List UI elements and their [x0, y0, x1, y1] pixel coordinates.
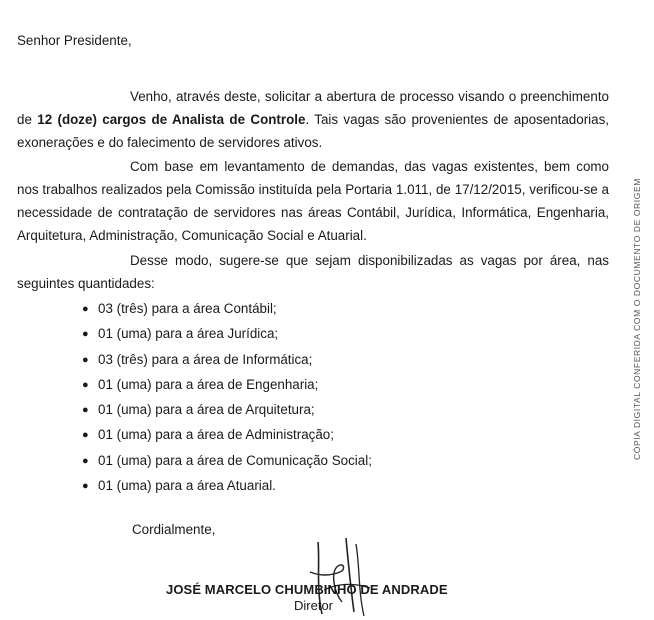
list-item-text: 01 (uma) para a área Atuarial. [98, 478, 276, 494]
paragraph-request [17, 85, 609, 154]
list-item-text: 01 (uma) para a área Jurídica; [98, 326, 279, 342]
bullet-icon: ● [82, 303, 89, 315]
bullet-icon: ● [82, 378, 89, 391]
list-item-text: 03 (três) para a área de Informática; [98, 351, 313, 367]
bullet-icon: ● [82, 328, 89, 341]
list-item-text: 01 (uma) para a área de Engenharia; [98, 376, 319, 392]
paragraph-request-text-end: . Tais vagas são provenientes de aposentadorias, exonerações e do falecimento de servidores ativos. [17, 112, 609, 150]
list-item-text: 03 (três) para a área Contábil; [98, 301, 277, 316]
bullet-icon: ● [82, 480, 89, 493]
closing: Cordialmente, [132, 522, 216, 537]
bullet-icon: ● [82, 454, 89, 467]
list-item [82, 323, 372, 348]
paragraph-proposal: Desse modo, sugere-se que sejam disponibilizadas as vagas por área, nas seguintes quantidades: [17, 253, 609, 291]
list-item [82, 374, 372, 399]
list-item [82, 475, 372, 500]
paragraph-request-text: Venho, através deste, solicitar a abertura de processo visando o preenchimento de [17, 89, 609, 127]
list-item-text: 01 (uma) para a área de Administração; [98, 427, 334, 443]
list-item [82, 349, 372, 374]
signer-role: Diretor [294, 598, 334, 613]
list-item [82, 424, 372, 449]
vacancy-list [82, 298, 372, 500]
authentication-stamp: CÓPIA DIGITAL CONFERIDA COM O DOCUMENTO DE ORIGEM [632, 178, 642, 460]
paragraph-justification: Com base em levantamento de demandas, das vagas existentes, bem como nos trabalhos realizados pela Comissão instituída pela Portaria 1.011, de 17/12/2015, verificou-se a necessidade de contratação de servidores nas áreas Contábil, Jurídica, Informática, Engenharia, Arquitetura, Administração, Comunicação Social e Atuarial. [17, 159, 609, 243]
list-item [82, 399, 372, 424]
bullet-icon: ● [82, 429, 89, 442]
list-item-text: 01 (uma) para a área de Comunicação Social; [98, 452, 372, 468]
list-item [82, 450, 372, 475]
bullet-icon: ● [82, 404, 89, 417]
signer-name: JOSÉ MARCELO CHUMBINHO DE ANDRADE [166, 582, 448, 597]
list-item-text: 01 (uma) para a área de Arquitetura; [98, 402, 315, 418]
bullet-icon: ● [82, 353, 89, 366]
paragraph-request-highlight: 12 (doze) cargos de Analista de Controle [37, 112, 306, 127]
list-item [82, 298, 372, 323]
salutation: Senhor Presidente, [17, 33, 132, 48]
